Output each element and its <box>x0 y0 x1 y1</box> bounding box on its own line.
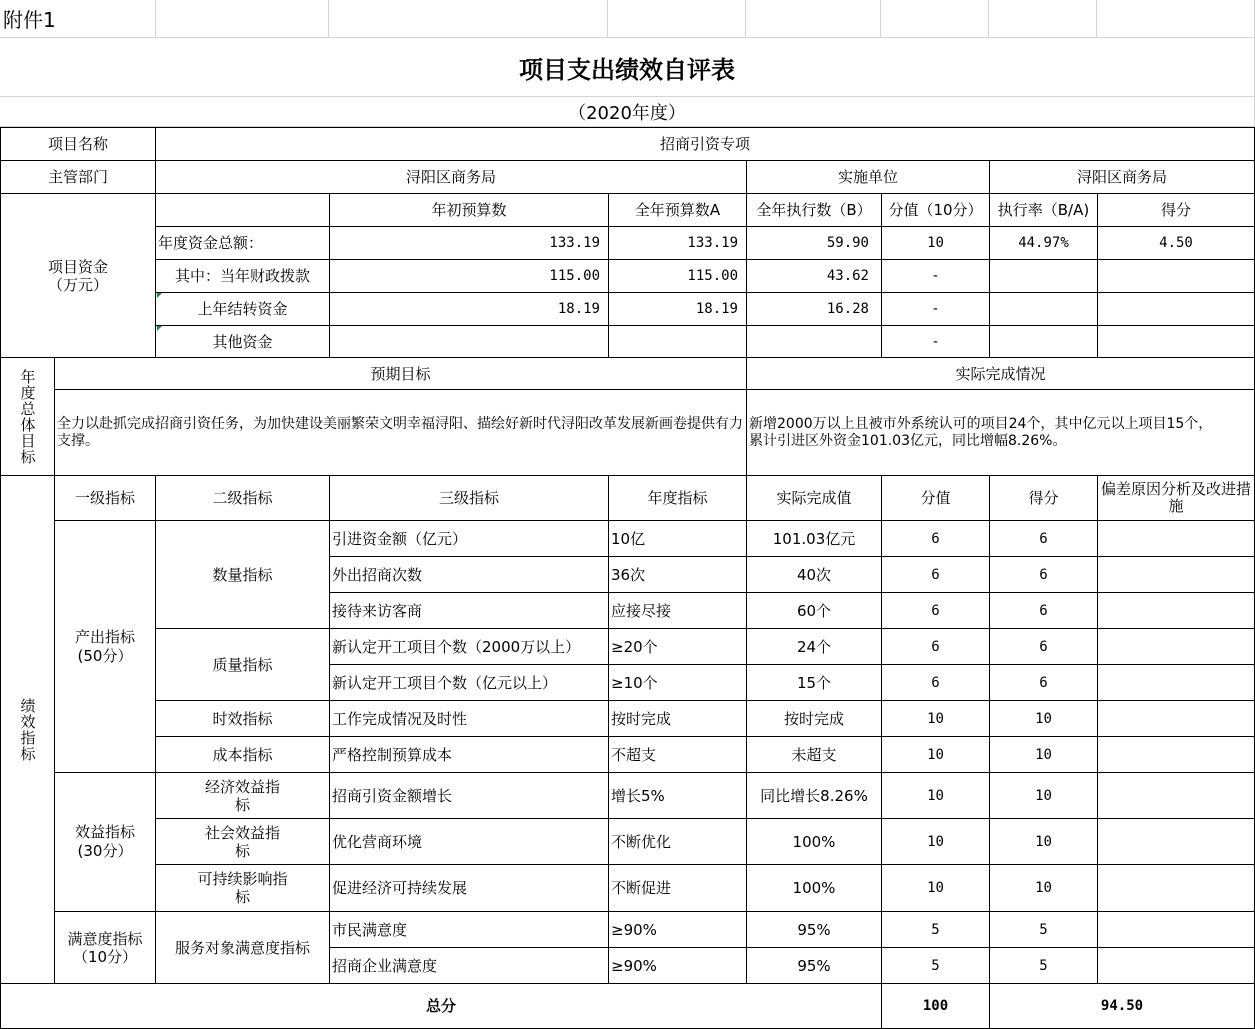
grid-cell[interactable] <box>881 0 989 38</box>
dept-value[interactable]: 浔阳区商务局 <box>155 160 747 194</box>
indicator-actual[interactable]: 按时完成 <box>746 700 882 737</box>
indicator-actual[interactable]: 100% <box>746 864 882 912</box>
indicator-score[interactable]: 10 <box>989 700 1098 737</box>
funds-row-exec[interactable]: 59.90 <box>746 226 882 260</box>
funds-header-annual[interactable]: 全年预算数A <box>608 193 747 227</box>
header-value[interactable]: 分值 <box>881 475 990 521</box>
funds-header-exec[interactable]: 全年执行数（B） <box>746 193 882 227</box>
indicator-value[interactable]: 10 <box>881 772 990 819</box>
funds-row-annual[interactable]: 18.19 <box>608 292 747 326</box>
indicator-note[interactable] <box>1097 818 1255 865</box>
funds-row-initial[interactable]: 115.00 <box>329 259 609 293</box>
indicator-score[interactable]: 10 <box>989 818 1098 865</box>
level1-satisfaction[interactable] <box>54 911 156 984</box>
total-label[interactable]: 总分 <box>0 983 882 1029</box>
indicator-target[interactable]: ≥10个 <box>608 664 747 701</box>
indicator-note[interactable] <box>1097 864 1255 912</box>
level2-social[interactable] <box>155 818 330 865</box>
funds-row-score-value[interactable]: - <box>881 325 990 358</box>
level2-sustainable-text: 可持续影响指标 <box>197 870 288 906</box>
indicator-actual[interactable]: 95% <box>746 911 882 948</box>
funds-row-name[interactable]: 其他资金 <box>155 325 330 358</box>
indicator-actual[interactable]: 同比增长8.26% <box>746 772 882 819</box>
goals-label[interactable] <box>0 357 55 476</box>
header-level3[interactable]: 三级指标 <box>329 475 609 521</box>
indicator-level3[interactable]: 市民满意度 <box>329 911 609 948</box>
funds-header-score[interactable]: 得分 <box>1097 193 1255 227</box>
header-deviation[interactable]: 偏差原因分析及改进措施 <box>1097 475 1255 521</box>
funds-row-score[interactable] <box>1097 325 1255 358</box>
expected-goal-text[interactable]: 全力以赴抓完成招商引资任务，为加快建设美丽繁荣文明幸福浔阳、描绘好新时代浔阳改革发展新画卷提供有力支撑。 <box>54 389 747 476</box>
funds-row-score[interactable] <box>1097 259 1255 293</box>
funds-row-name[interactable]: 其中：当年财政拨款 <box>155 259 330 293</box>
actual-goal-header[interactable]: 实际完成情况 <box>746 357 1255 390</box>
indicator-note[interactable] <box>1097 911 1255 948</box>
indicator-actual[interactable]: 24个 <box>746 628 882 665</box>
funds-row-initial[interactable] <box>329 325 609 358</box>
funds-row-score-value[interactable]: - <box>881 292 990 326</box>
expected-goal-header[interactable]: 预期目标 <box>54 357 747 390</box>
indicator-level3[interactable]: 接待来访客商 <box>329 592 609 629</box>
dept-label[interactable]: 主管部门 <box>0 160 156 194</box>
funds-row-rate[interactable]: 44.97% <box>989 226 1098 260</box>
level1-output[interactable] <box>54 520 156 773</box>
indicator-target[interactable]: 按时完成 <box>608 700 747 737</box>
indicator-target[interactable]: 不断优化 <box>608 818 747 865</box>
header-target[interactable]: 年度指标 <box>608 475 747 521</box>
indicator-level3[interactable]: 招商企业满意度 <box>329 947 609 984</box>
level2-cost[interactable]: 成本指标 <box>155 736 330 773</box>
funds-row-score[interactable]: 4.50 <box>1097 226 1255 260</box>
indicator-note[interactable] <box>1097 772 1255 819</box>
header-actual[interactable]: 实际完成值 <box>746 475 882 521</box>
header-level1[interactable]: 一级指标 <box>54 475 156 521</box>
indicator-value[interactable]: 6 <box>881 664 990 701</box>
indicator-actual[interactable]: 95% <box>746 947 882 984</box>
funds-header-blank[interactable] <box>155 193 330 227</box>
funds-row-initial[interactable]: 18.19 <box>329 292 609 326</box>
indicator-target[interactable]: ≥20个 <box>608 628 747 665</box>
actual-goal-text[interactable]: 新增2000万以上且被市外系统认可的项目24个，其中亿元以上项目15个，累计引进区外资金101.03亿元，同比增幅8.26%。 <box>746 389 1255 476</box>
indicator-value[interactable]: 6 <box>881 556 990 593</box>
grid-cell[interactable] <box>746 0 881 38</box>
indicator-score[interactable]: 5 <box>989 947 1098 984</box>
funds-row-annual[interactable]: 133.19 <box>608 226 747 260</box>
funds-row-rate[interactable] <box>989 292 1098 326</box>
project-name-label[interactable]: 项目名称 <box>0 127 156 161</box>
attachment-label[interactable]: 附件1 <box>0 0 156 38</box>
indicator-target[interactable]: 应接尽接 <box>608 592 747 629</box>
funds-row-initial[interactable]: 133.19 <box>329 226 609 260</box>
funds-row-name[interactable]: 年度资金总额： <box>155 226 330 260</box>
funds-row-exec[interactable]: 16.28 <box>746 292 882 326</box>
indicator-target[interactable]: ≥90% <box>608 947 747 984</box>
funds-row-score-value[interactable]: - <box>881 259 990 293</box>
page-subtitle[interactable]: （2020年度） <box>0 97 1255 127</box>
indicator-note[interactable] <box>1097 592 1255 629</box>
indicator-level3[interactable]: 促进经济可持续发展 <box>329 864 609 912</box>
level1-benefit[interactable] <box>54 772 156 912</box>
indicator-value[interactable]: 10 <box>881 818 990 865</box>
funds-row-name[interactable]: 上年结转资金 <box>155 292 330 326</box>
level2-service[interactable]: 服务对象满意度指标 <box>155 911 330 984</box>
indicator-actual[interactable]: 60个 <box>746 592 882 629</box>
funds-row-annual[interactable] <box>608 325 747 358</box>
indicator-target[interactable]: 不断促进 <box>608 864 747 912</box>
indicator-value[interactable]: 10 <box>881 736 990 773</box>
indicator-note[interactable] <box>1097 628 1255 665</box>
indicator-score[interactable]: 10 <box>989 864 1098 912</box>
indicator-target[interactable]: 36次 <box>608 556 747 593</box>
indicator-score[interactable]: 6 <box>989 556 1098 593</box>
indicator-level3[interactable]: 工作完成情况及时性 <box>329 700 609 737</box>
funds-row-rate[interactable] <box>989 325 1098 358</box>
indicator-target[interactable]: 不超支 <box>608 736 747 773</box>
header-score[interactable]: 得分 <box>989 475 1098 521</box>
indicator-level3[interactable]: 引进资金额（亿元） <box>329 520 609 557</box>
level2-economic[interactable] <box>155 772 330 819</box>
indicator-value[interactable]: 6 <box>881 520 990 557</box>
indicator-actual[interactable]: 15个 <box>746 664 882 701</box>
funds-header-score-value[interactable]: 分值（10分） <box>881 193 990 227</box>
cell-marker-icon <box>157 293 162 298</box>
grid-cell[interactable] <box>1097 0 1255 38</box>
cell-marker-icon <box>157 326 162 331</box>
indicators-label-text: 绩效指标 <box>18 697 37 762</box>
grid-cell[interactable] <box>989 0 1097 38</box>
level1-benefit-text: 效益指标(30分） <box>74 823 135 860</box>
goals-label-text: 年度总体目标 <box>18 368 37 465</box>
level1-output-text: 产出指标(50分） <box>74 627 135 665</box>
indicator-level3[interactable]: 外出招商次数 <box>329 556 609 593</box>
funds-label[interactable] <box>0 193 156 358</box>
indicators-label[interactable] <box>0 475 55 984</box>
indicator-value[interactable]: 5 <box>881 911 990 948</box>
indicator-score[interactable]: 6 <box>989 520 1098 557</box>
indicator-value[interactable]: 6 <box>881 592 990 629</box>
header-level2[interactable]: 二级指标 <box>155 475 330 521</box>
indicator-score[interactable]: 6 <box>989 592 1098 629</box>
indicator-target[interactable]: 增长5% <box>608 772 747 819</box>
indicator-level3[interactable]: 招商引资金额增长 <box>329 772 609 819</box>
indicator-actual[interactable]: 101.03亿元 <box>746 520 882 557</box>
indicator-score[interactable]: 5 <box>989 911 1098 948</box>
level2-quality[interactable]: 质量指标 <box>155 628 330 701</box>
indicator-value[interactable]: 10 <box>881 700 990 737</box>
indicator-target[interactable]: 10亿 <box>608 520 747 557</box>
indicator-actual[interactable]: 40次 <box>746 556 882 593</box>
total-value[interactable]: 100 <box>881 983 990 1029</box>
indicator-level3[interactable]: 优化营商环境 <box>329 818 609 865</box>
indicator-score[interactable]: 10 <box>989 736 1098 773</box>
indicator-target[interactable]: ≥90% <box>608 911 747 948</box>
grid-cell[interactable] <box>608 0 746 38</box>
funds-row-exec[interactable]: 43.62 <box>746 259 882 293</box>
funds-row-annual[interactable]: 115.00 <box>608 259 747 293</box>
level2-timeliness[interactable]: 时效指标 <box>155 700 330 737</box>
indicator-note[interactable] <box>1097 664 1255 701</box>
impl-label[interactable]: 实施单位 <box>746 160 990 194</box>
indicator-value[interactable]: 10 <box>881 864 990 912</box>
indicator-note[interactable] <box>1097 947 1255 984</box>
indicator-note[interactable] <box>1097 700 1255 737</box>
indicator-note[interactable] <box>1097 520 1255 557</box>
level1-satisfaction-text: 满意度指标（10分） <box>67 929 143 966</box>
grid-cell[interactable] <box>329 0 608 38</box>
indicator-level3[interactable]: 新认定开工项目个数（亿元以上） <box>329 664 609 701</box>
indicator-value[interactable]: 6 <box>881 628 990 665</box>
indicator-score[interactable]: 6 <box>989 628 1098 665</box>
indicator-score[interactable]: 10 <box>989 772 1098 819</box>
level2-social-text: 社会效益指标 <box>204 823 280 860</box>
funds-label-text: 项目资金（万元） <box>47 257 108 294</box>
funds-row-exec[interactable] <box>746 325 882 358</box>
indicator-level3[interactable]: 严格控制预算成本 <box>329 736 609 773</box>
indicator-level3[interactable]: 新认定开工项目个数（2000万以上） <box>329 628 609 665</box>
funds-header-initial[interactable]: 年初预算数 <box>329 193 609 227</box>
funds-row-rate[interactable] <box>989 259 1098 293</box>
funds-row-score[interactable] <box>1097 292 1255 326</box>
indicator-score[interactable]: 6 <box>989 664 1098 701</box>
level2-quantity[interactable]: 数量指标 <box>155 520 330 629</box>
project-name-value[interactable]: 招商引资专项 <box>155 127 1255 161</box>
indicator-actual[interactable]: 100% <box>746 818 882 865</box>
funds-row-score-value[interactable]: 10 <box>881 226 990 260</box>
indicator-note[interactable] <box>1097 556 1255 593</box>
indicator-actual[interactable]: 未超支 <box>746 736 882 773</box>
level2-economic-text: 经济效益指标 <box>204 777 280 814</box>
page-title[interactable]: 项目支出绩效自评表 <box>0 38 1255 97</box>
indicator-note[interactable] <box>1097 736 1255 773</box>
impl-value[interactable]: 浔阳区商务局 <box>989 160 1255 194</box>
level2-sustainable[interactable] <box>155 864 330 912</box>
indicator-value[interactable]: 5 <box>881 947 990 984</box>
funds-header-rate[interactable]: 执行率（B/A) <box>989 193 1098 227</box>
total-score[interactable]: 94.50 <box>989 983 1255 1029</box>
grid-cell[interactable] <box>156 0 329 38</box>
